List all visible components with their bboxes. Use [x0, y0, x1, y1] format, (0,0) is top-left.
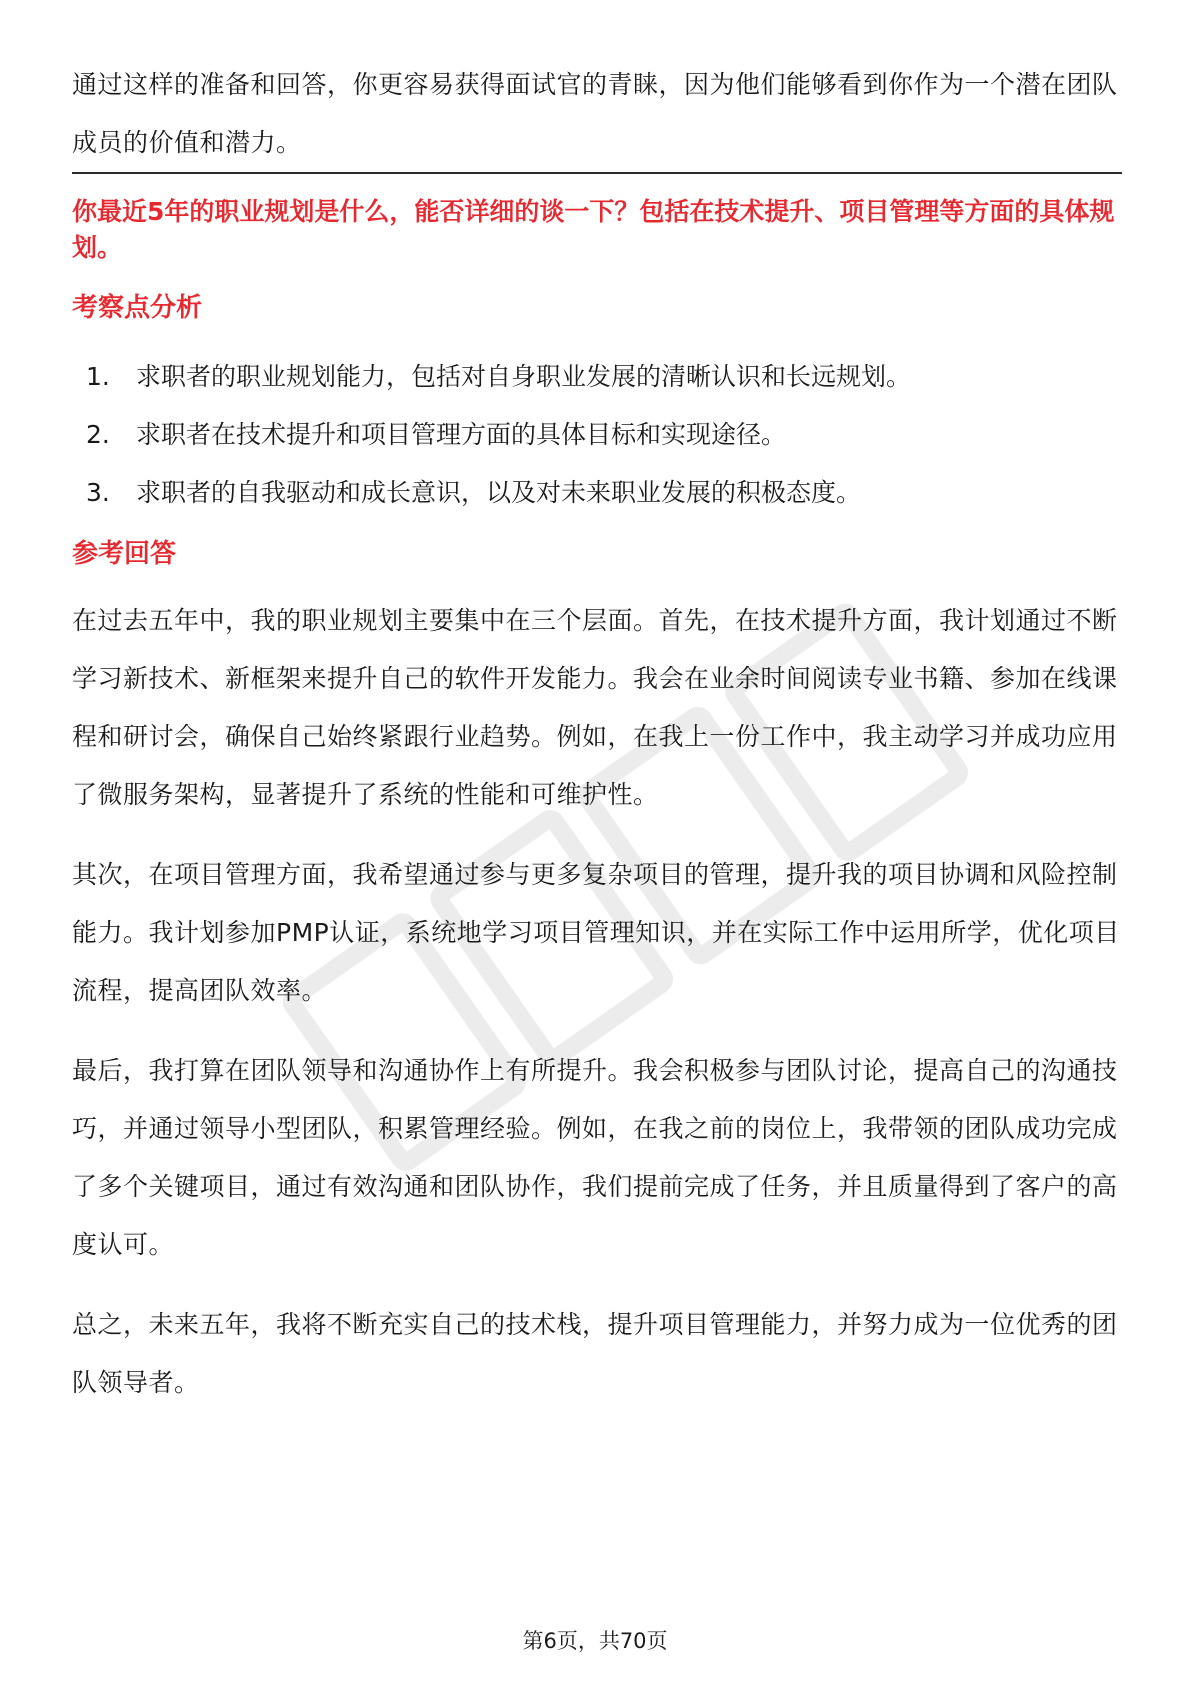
intro-paragraph: 通过这样的准备和回答，你更容易获得面试官的青睐，因为他们能够看到你作为一个潜在团队成员的价值和潜力。	[72, 70, 1118, 157]
analysis-item-number: 2.	[86, 420, 110, 449]
answer-paragraph: 总之，未来五年，我将不断充实自己的技术栈，提升项目管理能力，并努力成为一位优秀的团队领导者。	[72, 1310, 1118, 1397]
answer-body	[72, 592, 1122, 1412]
content-area	[72, 56, 1122, 1434]
analysis-item-text: 求职者的职业规划能力，包括对自身职业发展的清晰认识和长远规划。	[136, 362, 912, 391]
analysis-item-text: 求职者在技术提升和项目管理方面的具体目标和实现途径。	[136, 420, 787, 449]
answer-heading: 参考回答	[72, 539, 177, 569]
analysis-item-number: 1.	[86, 362, 110, 391]
analysis-item	[72, 464, 1122, 522]
analysis-item	[72, 348, 1122, 406]
analysis-item	[72, 406, 1122, 464]
answer-paragraph: 最后，我打算在团队领导和沟通协作上有所提升。我会积极参与团队讨论，提高自己的沟通技巧，并通过领导小型团队，积累管理经验。例如，在我之前的岗位上，我带领的团队成功完成了多个关键项目，通过有效沟通和团队协作，我们提前完成了任务，并且质量得到了客户的高度认可。	[72, 1056, 1118, 1259]
answer-paragraph: 在过去五年中，我的职业规划主要集中在三个层面。首先，在技术提升方面，我计划通过不断学习新技术、新框架来提升自己的软件开发能力。我会在业余时间阅读专业书籍、参加在线课程和研讨会，确保自己始终紧跟行业趋势。例如，在我上一份工作中，我主动学习并成功应用了微服务架构，显著提升了系统的性能和可维护性。	[72, 606, 1118, 809]
analysis-item-number: 3.	[86, 478, 110, 507]
analysis-list	[72, 348, 1122, 522]
section-divider	[72, 172, 1122, 174]
analysis-item-text: 求职者的自我驱动和成长意识，以及对未来职业发展的积极态度。	[136, 478, 862, 507]
page-number-footer: 第6页，共70页	[522, 1629, 668, 1653]
analysis-heading: 考察点分析	[72, 293, 203, 323]
interview-question: 你最近5年的职业规划是什么，能否详细的谈一下？包括在技术提升、项目管理等方面的具体规划。	[72, 197, 1115, 262]
answer-paragraph: 其次，在项目管理方面，我希望通过参与更多复杂项目的管理，提升我的项目协调和风险控制能力。我计划参加PMP认证，系统地学习项目管理知识，并在实际工作中运用所学，优化项目流程，提高团队效率。	[72, 860, 1120, 1005]
